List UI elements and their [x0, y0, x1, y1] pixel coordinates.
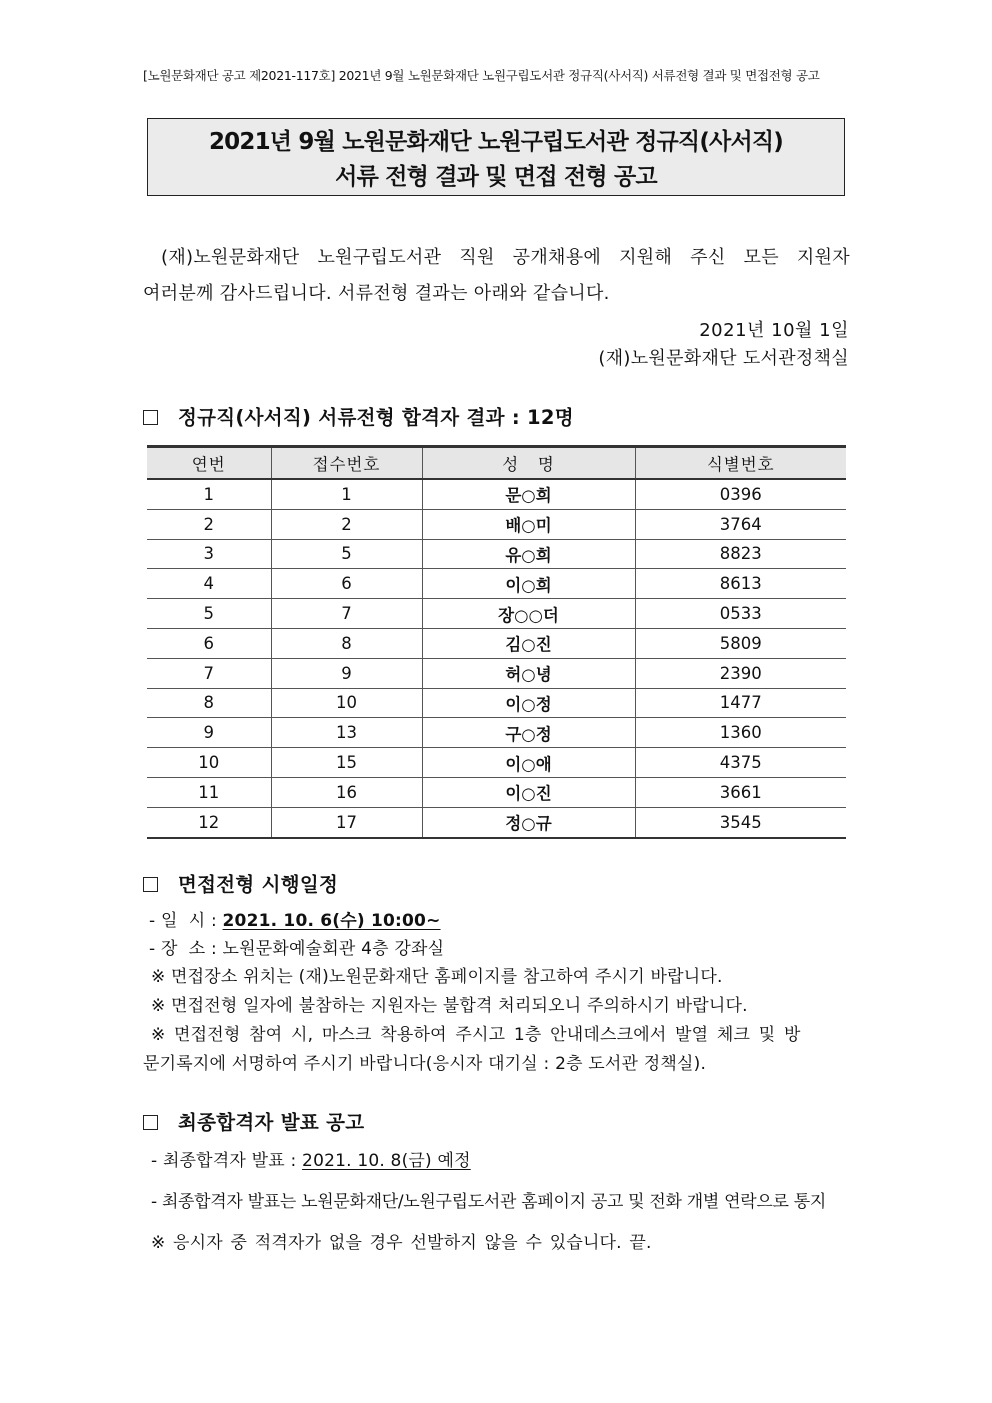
cell-id-no: 5809 — [635, 628, 846, 658]
final-announcement — [143, 1146, 853, 1266]
notice-date: 2021년 10월 1일 — [699, 320, 849, 341]
section-results-title: 정규직(사서직) 서류전형 합격자 결과 : 12명 — [178, 406, 574, 429]
interview-place-value: 노원문화예술회관 4층 강좌실 — [222, 939, 445, 959]
cell-receipt-no: 5 — [271, 539, 422, 569]
section-final-heading — [143, 1107, 364, 1135]
cell-receipt-no: 7 — [271, 599, 422, 629]
interview-note-3-line-2: 문기록지에 서명하여 주시기 바랍니다(응시자 대기실 : 2층 도서관 정책실). — [143, 1054, 707, 1074]
table-row — [147, 628, 846, 658]
checkbox-square-icon — [143, 877, 158, 892]
section-final-title: 최종합격자 발표 공고 — [178, 1111, 365, 1134]
cell-seq: 1 — [147, 479, 271, 509]
final-announce-label: - 최종합격자 발표 : — [151, 1151, 297, 1171]
interview-note-1: ※ 면접장소 위치는 (재)노원문화재단 홈페이지를 참고하여 주시기 바랍니다. — [151, 967, 723, 987]
cell-id-no: 8613 — [635, 569, 846, 599]
table-row — [147, 479, 846, 509]
cell-name: 유○희 — [422, 539, 635, 569]
cell-name: 이○진 — [422, 777, 635, 807]
cell-name: 배○미 — [422, 509, 635, 539]
interview-place — [149, 934, 444, 959]
cell-receipt-no: 15 — [271, 748, 422, 778]
cell-seq: 6 — [147, 628, 271, 658]
cell-receipt-no: 16 — [271, 777, 422, 807]
cell-id-no: 3545 — [635, 807, 846, 837]
cell-name: 구○정 — [422, 718, 635, 748]
table-row — [147, 509, 846, 539]
intro-line-1: (재)노원문화재단 노원구립도서관 직원 공개채용에 지원해 주신 모든 지원자 — [161, 247, 850, 268]
column-header-name: 성 명 — [422, 447, 635, 480]
table-row — [147, 658, 846, 688]
table-row — [147, 777, 846, 807]
cell-name: 정○규 — [422, 807, 635, 837]
cell-seq: 9 — [147, 718, 271, 748]
interview-note-3-line-1: ※ 면접전형 참여 시, 마스크 착용하여 주시고 1층 안내데스크에서 발열 체크 및 방 — [151, 1025, 801, 1045]
cell-seq: 4 — [147, 569, 271, 599]
table-row — [147, 539, 846, 569]
cell-id-no: 0533 — [635, 599, 846, 629]
interview-schedule — [143, 906, 853, 1076]
results-table-body — [147, 479, 846, 838]
cell-seq: 7 — [147, 658, 271, 688]
cell-seq: 3 — [147, 539, 271, 569]
interview-datetime — [149, 906, 441, 931]
cell-receipt-no: 10 — [271, 688, 422, 718]
section-interview-heading — [143, 869, 338, 897]
section-results-heading — [143, 402, 574, 430]
cell-seq: 5 — [147, 599, 271, 629]
cell-seq: 2 — [147, 509, 271, 539]
final-announce-date — [151, 1146, 471, 1171]
cell-receipt-no: 17 — [271, 807, 422, 837]
closing-note: ※ 응시자 중 적격자가 없을 경우 선발하지 않을 수 있습니다. 끝. — [151, 1233, 652, 1253]
final-notify: - 최종합격자 발표는 노원문화재단/노원구립도서관 홈페이지 공고 및 전화 개별 연락으로 통지 — [151, 1192, 826, 1212]
final-announce-value: 2021. 10. 8(금) 예정 — [302, 1151, 471, 1171]
cell-name: 장○○더 — [422, 599, 635, 629]
table-row — [147, 569, 846, 599]
results-table — [147, 445, 846, 839]
title-line-2: 서류 전형 결과 및 면접 전형 공고 — [335, 164, 657, 190]
cell-receipt-no: 13 — [271, 718, 422, 748]
cell-receipt-no: 1 — [271, 479, 422, 509]
issuing-organization: (재)노원문화재단 도서관정책실 — [598, 348, 849, 369]
column-header-receipt-no: 접수번호 — [271, 447, 422, 480]
cell-seq: 8 — [147, 688, 271, 718]
column-header-id-no: 식별번호 — [635, 447, 846, 480]
cell-id-no: 4375 — [635, 748, 846, 778]
section-interview-title: 면접전형 시행일정 — [178, 873, 339, 896]
cell-receipt-no: 9 — [271, 658, 422, 688]
cell-name: 문○희 — [422, 479, 635, 509]
cell-seq: 11 — [147, 777, 271, 807]
table-row — [147, 599, 846, 629]
interview-datetime-label: - 일 시 : — [149, 911, 217, 931]
cell-id-no: 1477 — [635, 688, 846, 718]
document-title — [147, 118, 845, 196]
intro-line-2: 여러분께 감사드립니다. 서류전형 결과는 아래와 같습니다. — [143, 283, 610, 304]
notice-header: [노원문화재단 공고 제2021-117호] 2021년 9월 노원문화재단 노원구립도서관 정규직(사서직) 서류전형 결과 및 면접전형 공고 — [143, 68, 820, 83]
table-row — [147, 718, 846, 748]
cell-seq: 10 — [147, 748, 271, 778]
table-row — [147, 807, 846, 837]
cell-receipt-no: 8 — [271, 628, 422, 658]
table-header-row — [147, 447, 846, 480]
cell-name: 이○정 — [422, 688, 635, 718]
cell-id-no: 3661 — [635, 777, 846, 807]
column-header-seq: 연번 — [147, 447, 271, 480]
table-row — [147, 748, 846, 778]
cell-id-no: 8823 — [635, 539, 846, 569]
cell-id-no: 3764 — [635, 509, 846, 539]
interview-place-label: - 장 소 : — [149, 939, 217, 959]
cell-id-no: 1360 — [635, 718, 846, 748]
cell-id-no: 0396 — [635, 479, 846, 509]
cell-name: 이○희 — [422, 569, 635, 599]
interview-note-2: ※ 면접전형 일자에 불참하는 지원자는 불합격 처리되오니 주의하시기 바랍니다. — [151, 996, 748, 1016]
table-row — [147, 688, 846, 718]
cell-id-no: 2390 — [635, 658, 846, 688]
cell-receipt-no: 2 — [271, 509, 422, 539]
cell-seq: 12 — [147, 807, 271, 837]
checkbox-square-icon — [143, 1115, 158, 1130]
checkbox-square-icon — [143, 410, 158, 425]
cell-receipt-no: 6 — [271, 569, 422, 599]
cell-name: 허○녕 — [422, 658, 635, 688]
title-line-1: 2021년 9월 노원문화재단 노원구립도서관 정규직(사서직) — [208, 129, 784, 155]
intro-paragraph — [143, 240, 850, 312]
cell-name: 김○진 — [422, 628, 635, 658]
interview-datetime-value: 2021. 10. 6(수) 10:00~ — [222, 911, 441, 931]
cell-name: 이○애 — [422, 748, 635, 778]
